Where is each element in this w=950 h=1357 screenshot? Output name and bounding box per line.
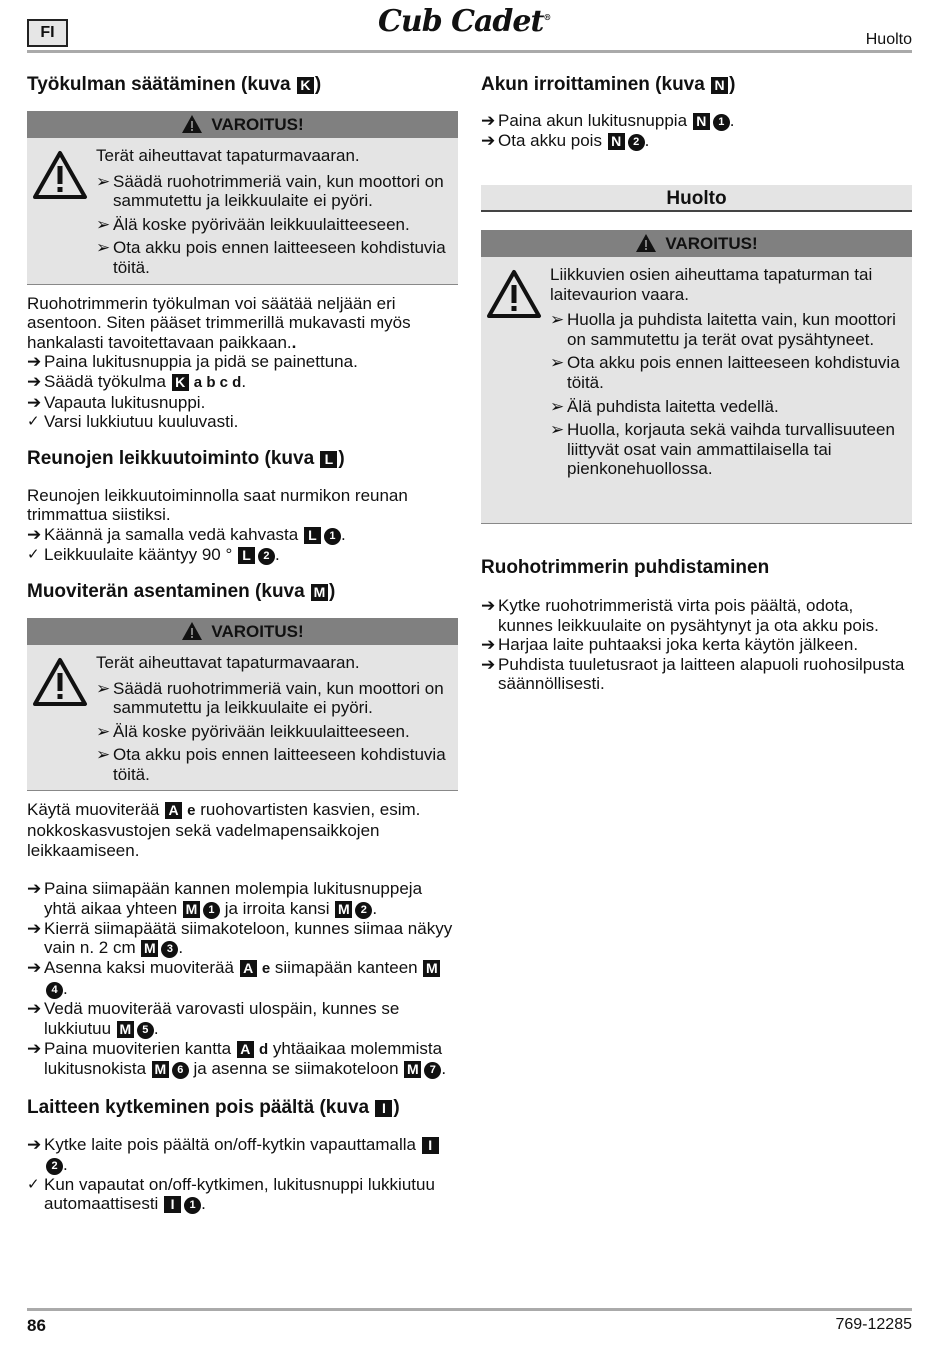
warning-small-icon — [181, 114, 203, 134]
paragraph: Ruohotrimmerin työkulman voi säätää neljään eri asentoon. Siten pääset trimmerillä mukavasti myös hankalasti tavoitettavaan paikkaan.. — [27, 293, 411, 352]
arrow-right-icon: ➔ — [27, 879, 42, 899]
warning-header — [27, 111, 458, 138]
check-icon: ✓ — [27, 545, 40, 563]
chevron-right-icon: ➢ — [96, 678, 111, 698]
figure-ref: M — [423, 960, 440, 977]
figure-ref: I — [375, 1100, 392, 1117]
figure-ref: M — [183, 901, 200, 918]
registered-mark: ® — [543, 12, 551, 22]
chevron-right-icon: ➢ — [550, 310, 565, 330]
figure-ref: A — [240, 960, 257, 977]
chevron-right-icon: ➢ — [96, 214, 111, 234]
chevron-right-icon: ➢ — [550, 396, 565, 416]
section-title-plastic-blade: Muoviterän asentaminen (kuva M ) — [27, 580, 336, 602]
step: ➔ Paina muoviterien kantta A d yhtäaikaa molemmista lukitusnokista M 6 ja asenna se siimakoteloon M 7 . — [27, 1038, 447, 1079]
figure-ref: I — [164, 1196, 181, 1213]
arrow-right-icon: ➔ — [27, 524, 42, 544]
figure-ref: M — [152, 1061, 169, 1078]
warning-label: VAROITUS! — [211, 115, 304, 134]
step: ➔ Kytke ruohotrimmeristä virta pois päältä, odota, kunnes leikkuulaite on pysähtynyt ja ota akku pois. — [481, 595, 879, 635]
result: ✓ Kun vapautat on/off-kytkimen, lukitusnuppi lukkiutuu automaattisesti I 1 . — [27, 1174, 435, 1214]
warning-label: VAROITUS! — [211, 621, 304, 641]
section-title-switch-off: Laitteen kytkeminen pois päältä (kuva I ) — [27, 1097, 400, 1119]
step: ➔ Paina lukitusnuppia ja pidä se painettuna. — [27, 352, 358, 372]
arrow-right-icon: ➔ — [27, 1038, 42, 1058]
warning-item: ➢ Älä koske pyörivään leikkuulaitteeseen. — [96, 721, 410, 741]
check-icon: ✓ — [27, 1175, 40, 1193]
figure-ref: M — [404, 1061, 421, 1078]
chevron-right-icon: ➢ — [550, 420, 565, 440]
header-divider — [27, 50, 912, 53]
result: ✓ Leikkuulaite kääntyy 90 ° L 2 . — [27, 544, 280, 564]
arrow-right-icon: ➔ — [481, 654, 496, 674]
chevron-right-icon: ➢ — [550, 353, 565, 373]
callout-number: 1 — [324, 528, 341, 545]
callout-number: 7 — [424, 1062, 441, 1079]
callout-number: 1 — [713, 114, 730, 131]
figure-ref: L — [320, 451, 337, 468]
step: ➔ Paina siimapään kannen molempia lukitusnuppeja yhtä aikaa yhteen M 1 ja irroita kansi M 2 . — [27, 879, 423, 918]
warning-item: ➢ Huolla, korjauta sekä vaihda turvallisuuteen liittyvät osat vain ammattilaisella tai pienkonehuollossa. — [550, 420, 895, 479]
arrow-right-icon: ➔ — [481, 131, 496, 150]
right-column — [481, 70, 912, 694]
arrow-right-icon: ➔ — [27, 371, 42, 391]
figure-ref: K — [172, 374, 189, 391]
warning-item: ➢ Ota akku pois ennen laitteeseen kohdistuvia töitä. — [96, 745, 446, 784]
callout-number: 2 — [46, 1158, 63, 1175]
figure-ref: M — [335, 901, 352, 918]
step: ➔ Vedä muoviterää varovasti ulospäin, kunnes se lukkiutuu M 5 . — [27, 999, 400, 1038]
figure-ref: N — [693, 113, 710, 130]
step: ➔ Paina akun lukitusnuppia N 1 . — [481, 111, 735, 130]
figure-ref: M — [311, 584, 328, 601]
callout-number: 2 — [258, 548, 275, 565]
brand-name: Cub Cadet — [378, 4, 544, 39]
step: ➔ Ota akku pois N 2 . — [481, 131, 650, 150]
figure-ref: N — [608, 133, 625, 150]
callout-number: 6 — [172, 1062, 189, 1079]
check-icon: ✓ — [27, 413, 40, 431]
warning-item: ➢ Huolla ja puhdista laitetta vain, kun moottori on sammutettu ja terät ovat pysähtyneet. — [550, 310, 896, 349]
callout-number: 1 — [203, 902, 220, 919]
warning-triangle-icon — [486, 269, 542, 319]
document-code: 769-12285 — [835, 1316, 912, 1333]
warning-box — [27, 111, 458, 285]
warning-header — [27, 618, 458, 645]
arrow-right-icon: ➔ — [27, 352, 42, 372]
figure-ref: M — [141, 940, 158, 957]
figure-ref: N — [711, 77, 728, 94]
warning-item: ➢ Ota akku pois ennen laitteeseen kohdistuvia töitä. — [96, 238, 446, 277]
chevron-right-icon: ➢ — [96, 721, 111, 741]
figure-ref: A — [165, 802, 182, 819]
section-name: Huolto — [865, 31, 912, 48]
warning-triangle-icon — [32, 657, 88, 707]
warning-body — [481, 257, 912, 485]
figure-ref: M — [117, 1021, 134, 1038]
section-title-working-angle: Työkulman säätäminen (kuva K ) — [27, 74, 322, 95]
section-banner: Huolto — [481, 185, 912, 212]
chevron-right-icon: ➢ — [96, 745, 111, 765]
step: ➔ Harjaa laite puhtaaksi joka kerta käytön jälkeen. — [481, 635, 859, 655]
arrow-right-icon: ➔ — [481, 635, 496, 655]
warning-item: ➢ Älä koske pyörivään leikkuulaitteeseen. — [96, 214, 410, 234]
warning-small-icon — [635, 233, 657, 253]
warning-intro: Liikkuvien osien aiheuttama tapaturman tai laitevaurion vaara. — [550, 265, 873, 304]
section-title-battery-removal: Akun irroittaminen (kuva N ) — [481, 74, 736, 95]
brand-logo — [378, 4, 550, 39]
chevron-right-icon: ➢ — [96, 238, 111, 258]
language-badge: FI — [27, 19, 68, 47]
section-title-cleaning: Ruohotrimmerin puhdistaminen — [481, 556, 770, 578]
warning-item: ➢ Säädä ruohotrimmeriä vain, kun moottori on sammutettu ja leikkuulaite ei pyöri. — [96, 678, 444, 718]
warning-item: ➢ Säädä ruohotrimmeriä vain, kun moottori on sammutettu ja leikkuulaite ei pyöri. — [96, 171, 444, 211]
callout-number: 4 — [46, 982, 63, 999]
figure-ref: A — [237, 1041, 254, 1058]
step: ➔ Asenna kaksi muoviterää A e siimapään kanteen M4 . — [27, 958, 458, 999]
footer-divider — [27, 1308, 912, 1311]
figure-ref: I — [422, 1137, 439, 1154]
chevron-right-icon: ➢ — [96, 171, 111, 191]
figure-ref: K — [297, 77, 314, 94]
warning-body — [27, 645, 458, 791]
left-column — [27, 70, 458, 1214]
paragraph: Käytä muoviterää A e ruohovartisten kasvien, esim. nokkoskasvustojen sekä vadelmapensaikkojen leikkaamiseen. — [27, 800, 421, 860]
warning-triangle-icon — [32, 150, 88, 200]
step: ➔ Säädä työkulma K a b c d. — [27, 371, 247, 391]
warning-item: ➢ Älä puhdista laitetta vedellä. — [550, 396, 779, 416]
paragraph: Reunojen leikkuutoiminnolla saat nurmikon reunan trimmattua siistiksi. — [27, 485, 408, 525]
step: ➔ Kierrä siimapäätä siimakoteloon, kunnes siimaa näkyy vain n. 2 cm M 3 . — [27, 918, 453, 958]
page-number: 86 — [27, 1316, 46, 1335]
warning-box — [481, 230, 912, 524]
section-title-edge-trimming: Reunojen leikkuutoiminto (kuva L ) — [27, 447, 345, 469]
step: ➔ Vapauta lukitusnuppi. — [27, 392, 206, 412]
figure-ref: L — [304, 527, 321, 544]
warning-box — [27, 618, 458, 792]
callout-number: 5 — [137, 1022, 154, 1039]
warning-item: ➢ Ota akku pois ennen laitteeseen kohdistuvia töitä. — [550, 353, 900, 392]
callout-number: 1 — [184, 1197, 201, 1214]
figure-ref: L — [238, 547, 255, 564]
step: ➔ Kytke laite pois päältä on/off-kytkin vapauttamalla I2 . — [27, 1135, 458, 1175]
warning-intro: Terät aiheuttavat tapaturmavaaran. — [96, 652, 360, 672]
arrow-right-icon: ➔ — [481, 111, 496, 130]
arrow-right-icon: ➔ — [27, 999, 42, 1019]
warning-body — [27, 138, 458, 284]
step: ➔ Puhdista tuuletusraot ja laitteen alapuoli ruohosilpusta säännöllisesti. — [481, 654, 905, 694]
callout-number: 2 — [355, 902, 372, 919]
callout-number: 3 — [161, 941, 178, 958]
result: ✓ Varsi lukkiutuu kuuluvasti. — [27, 412, 239, 432]
warning-label: VAROITUS! — [665, 234, 758, 253]
arrow-right-icon: ➔ — [27, 1135, 42, 1155]
callout-number: 2 — [628, 134, 645, 151]
warning-small-icon — [181, 621, 203, 641]
warning-header — [481, 230, 912, 257]
arrow-right-icon: ➔ — [27, 392, 42, 412]
warning-intro: Terät aiheuttavat tapaturmavaaran. — [96, 146, 360, 165]
arrow-right-icon: ➔ — [27, 958, 42, 978]
step: ➔ Käännä ja samalla vedä kahvasta L 1 . — [27, 524, 346, 544]
arrow-right-icon: ➔ — [481, 595, 496, 615]
arrow-right-icon: ➔ — [27, 918, 42, 938]
